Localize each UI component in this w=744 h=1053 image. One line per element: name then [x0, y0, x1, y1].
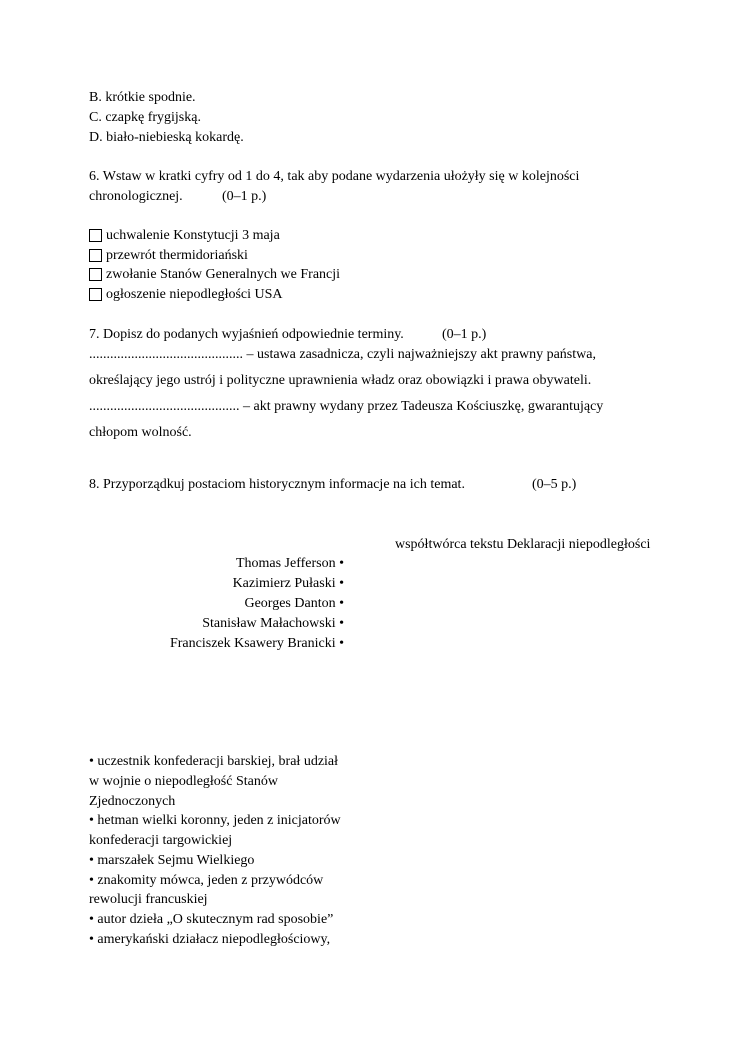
- q7-definition-2[interactable]: ........................................... – akt prawny wydany przez Tadeusza Kościuszkę, gwarantujący: [89, 399, 604, 414]
- q8-info-line: • marszałek Sejmu Wielkiego: [89, 853, 255, 868]
- q7-prompt: 7. Dopisz do podanych wyjaśnień odpowiednie terminy.: [89, 327, 404, 342]
- q5-option-c: C. czapkę frygijską.: [89, 110, 201, 125]
- q8-info-line: konfederacji targowickiej: [89, 833, 233, 848]
- q6-order-box[interactable]: [89, 268, 102, 281]
- q8-info-line: w wojnie o niepodległość Stanów: [89, 774, 278, 789]
- q8-info-line: • autor dzieła „O skutecznym rad sposobie”: [89, 912, 334, 927]
- q8-person[interactable]: Stanisław Małachowski •: [202, 616, 344, 631]
- q6-item: zwołanie Stanów Generalnych we Francji: [106, 267, 341, 282]
- q8-info-line: • hetman wielki koronny, jeden z inicjatorów: [89, 813, 341, 828]
- q5-option-d: D. biało-niebieską kokardę.: [89, 130, 244, 145]
- q6-order-box[interactable]: [89, 288, 102, 301]
- q7-definition-2-cont: chłopom wolność.: [89, 425, 192, 440]
- q6-points: (0–1 p.): [222, 189, 267, 204]
- q8-info-line: • uczestnik konfederacji barskiej, brał udział: [89, 754, 339, 769]
- q8-person[interactable]: Kazimierz Pułaski •: [232, 576, 344, 591]
- q8-person[interactable]: Thomas Jefferson •: [235, 556, 344, 571]
- q6-order-box[interactable]: [89, 249, 102, 262]
- q6-item: przewrót thermidoriański: [106, 248, 248, 263]
- q8-info-line: rewolucji francuskiej: [89, 892, 208, 907]
- q8-person[interactable]: Georges Danton •: [244, 596, 344, 611]
- q8-info-line: • znakomity mówca, jeden z przywódców: [89, 873, 324, 888]
- q7-definition-1[interactable]: ............................................ – ustawa zasadnicza, czyli najważniejszy akt prawny państwa,: [89, 347, 596, 362]
- q8-info-top: współtwórca tekstu Deklaracji niepodległości: [395, 537, 651, 552]
- q8-info-line: • amerykański działacz niepodległościowy,: [89, 932, 331, 947]
- q6-prompt: 6. Wstaw w kratki cyfry od 1 do 4, tak aby podane wydarzenia ułożyły się w kolejności: [89, 169, 580, 184]
- q5-option-b: B. krótkie spodnie.: [89, 90, 196, 105]
- q6-item: ogłoszenie niepodległości USA: [106, 287, 283, 302]
- q6-order-box[interactable]: [89, 229, 102, 242]
- q7-points: (0–1 p.): [442, 327, 487, 342]
- q6-item: uchwalenie Konstytucji 3 maja: [106, 228, 280, 243]
- q7-definition-1-cont: określający jego ustrój i polityczne uprawnienia władz oraz obowiązki i prawa obywateli.: [89, 373, 592, 388]
- q8-points: (0–5 p.): [532, 477, 577, 492]
- q6-prompt-cont: chronologicznej.: [89, 189, 183, 204]
- q8-info-line: Zjednoczonych: [89, 794, 176, 809]
- q8-prompt: 8. Przyporządkuj postaciom historycznym informacje na ich temat.: [89, 477, 465, 492]
- q8-person[interactable]: Franciszek Ksawery Branicki •: [169, 636, 344, 651]
